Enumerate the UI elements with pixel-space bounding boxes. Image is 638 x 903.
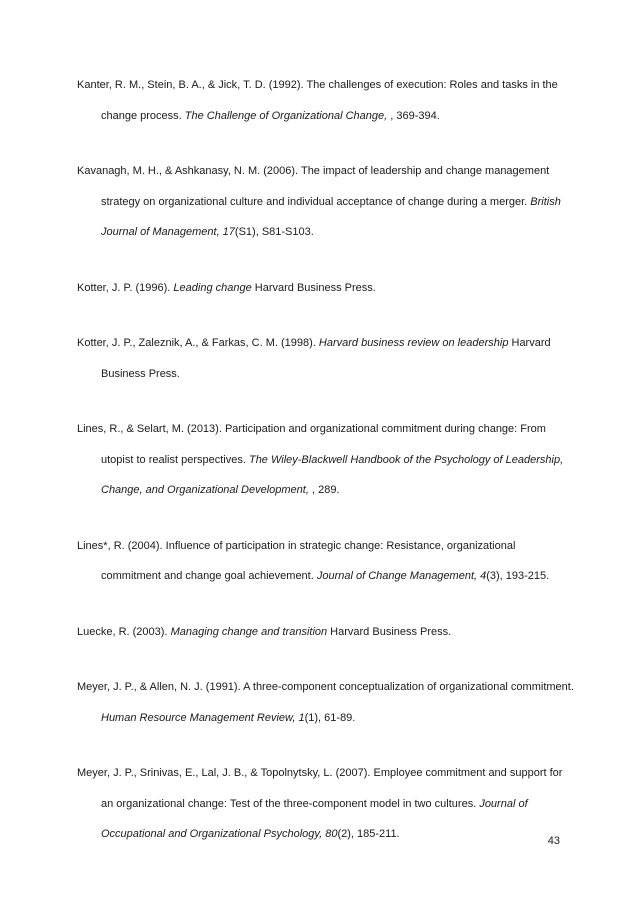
reference-source: Harvard business review on leadership bbox=[318, 337, 509, 349]
reference-source: Managing change and transition bbox=[170, 625, 328, 638]
reference-source: Leading change bbox=[173, 281, 252, 294]
reference-text: (3), 193-215. bbox=[486, 570, 550, 582]
reference-entry bbox=[77, 617, 577, 648]
reference-text: Kotter, J. P. (1996). bbox=[77, 281, 174, 294]
reference-text: Harvard Business Press. bbox=[327, 625, 452, 638]
reference-text: Kotter, J. P., Zaleznik, A., & Farkas, C. M. (1998). bbox=[77, 337, 319, 349]
reference-source: British Journal of Management, 17 bbox=[101, 195, 561, 238]
reference-text: Kavanagh, M. H., & Ashkanasy, N. M. (2006). The impact of leadership and change management strategy on organizational culture and individual acceptance of change during a merger. bbox=[77, 165, 550, 208]
reference-text: (2), 185-211. bbox=[337, 828, 400, 840]
reference-source: Human Resource Management Review, 1 bbox=[101, 711, 305, 724]
reference-text: Lines, R., & Selart, M. (2013). Participation and organizational commitment during change: From utopist to realist perspectives. bbox=[77, 423, 546, 466]
reference-text: Meyer, J. P., & Allen, N. J. (1991). A three-component conceptualization of organizational commitment. bbox=[77, 681, 574, 693]
reference-entry bbox=[77, 328, 577, 389]
reference-text: Harvard Business Press. bbox=[101, 337, 551, 380]
reference-text: Kanter, R. M., Stein, B. A., & Jick, T. D. (1992). The challenges of execution: Roles and tasks in the change process. bbox=[77, 79, 558, 122]
reference-source: Journal of Change Management, 4 bbox=[316, 570, 487, 582]
reference-text: , 289. bbox=[308, 484, 340, 496]
page-number: 43 bbox=[547, 835, 560, 847]
reference-text: , 369-394. bbox=[387, 109, 440, 122]
reference-source: Journal of Occupational and Organizational Psychology, 80 bbox=[101, 797, 528, 840]
reference-text: Harvard Business Press. bbox=[251, 281, 376, 294]
reference-entry bbox=[77, 758, 577, 850]
reference-text: (S1), S81-S103. bbox=[234, 226, 314, 238]
reference-text: Lines*, R. (2004). Influence of participation in strategic change: Resistance, organizational commitment and change goal achievement. bbox=[77, 539, 516, 582]
reference-list bbox=[77, 70, 577, 850]
reference-entry bbox=[77, 156, 577, 248]
reference-entry bbox=[77, 70, 577, 131]
reference-source: The Wiley-Blackwell Handbook of the Psychology of Leadership, Change, and Organizational Development, bbox=[101, 453, 564, 496]
reference-entry bbox=[77, 672, 577, 733]
reference-entry bbox=[77, 414, 577, 506]
reference-entry bbox=[77, 531, 577, 592]
reference-text: Luecke, R. (2003). bbox=[77, 625, 171, 638]
reference-text: Meyer, J. P., Srinivas, E., Lal, J. B., & Topolnytsky, L. (2007). Employee commitment and support for an organizational change: Test of the three-component model in two cultures. bbox=[77, 767, 563, 810]
reference-entry bbox=[77, 273, 577, 304]
reference-text: (1), 61-89. bbox=[304, 711, 356, 724]
reference-source: The Challenge of Organizational Change, bbox=[184, 109, 388, 122]
